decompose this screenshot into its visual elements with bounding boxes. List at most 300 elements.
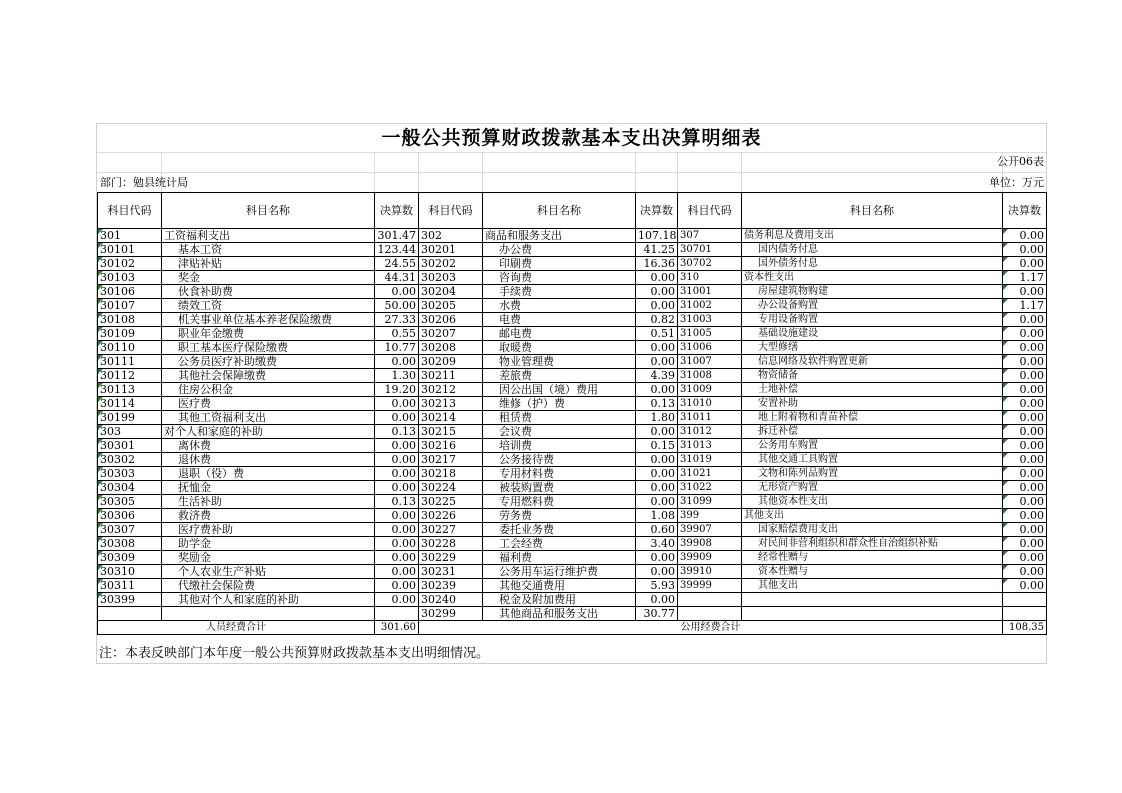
amount-cell: 0.00 <box>1003 257 1047 271</box>
subject-name-cell: 水费 <box>483 299 636 313</box>
header-row <box>98 193 1047 229</box>
amount-cell: 0.00 <box>375 593 419 607</box>
amount-cell: 0.00 <box>636 467 678 481</box>
amount-cell <box>1003 593 1047 607</box>
subject-name-cell: 基础设施建设 <box>742 327 1003 341</box>
amount-cell: 0.00 <box>1003 523 1047 537</box>
subject-code-cell: 30218 <box>419 467 483 481</box>
subject-code-cell: 30309 <box>98 551 162 565</box>
subject-code-cell: 30202 <box>419 257 483 271</box>
subject-name-cell: 税金及附加费用 <box>483 593 636 607</box>
subject-code-cell: 307 <box>678 229 742 243</box>
subject-name-cell: 对个人和家庭的补助 <box>162 425 375 439</box>
amount-cell: 0.00 <box>1003 495 1047 509</box>
table-row <box>98 285 1047 299</box>
subject-code-cell: 30112 <box>98 369 162 383</box>
subject-code-cell: 30307 <box>98 523 162 537</box>
subject-name-cell: 取暖费 <box>483 341 636 355</box>
subject-code-cell: 31003 <box>678 313 742 327</box>
subject-code-cell: 302 <box>419 229 483 243</box>
table-row <box>98 509 1047 523</box>
subject-name-cell: 公务用车购置 <box>742 439 1003 453</box>
amount-cell: 44.31 <box>375 271 419 285</box>
unit-label: 单位：万元 <box>989 176 1044 189</box>
amount-cell: 0.60 <box>636 523 678 537</box>
amount-cell: 0.00 <box>636 593 678 607</box>
subject-code-cell: 31006 <box>678 341 742 355</box>
table-row <box>98 257 1047 271</box>
amount-cell: 0.55 <box>375 327 419 341</box>
subject-code-cell: 30216 <box>419 439 483 453</box>
subject-name-cell: 专用材料费 <box>483 467 636 481</box>
subject-name-cell: 其他支出 <box>742 509 1003 523</box>
subject-name-cell: 公务员医疗补助缴费 <box>162 355 375 369</box>
amount-cell <box>1003 607 1047 621</box>
form-number: 公开06表 <box>997 155 1044 168</box>
subject-name-cell: 邮电费 <box>483 327 636 341</box>
subject-name-cell: 绩效工资 <box>162 299 375 313</box>
amount-cell: 1.30 <box>375 369 419 383</box>
subject-name-cell: 职工基本医疗保险缴费 <box>162 341 375 355</box>
subject-name-cell: 医疗费 <box>162 397 375 411</box>
amount-cell: 27.33 <box>375 313 419 327</box>
subject-code-cell <box>678 593 742 607</box>
spreadsheet-sheet <box>96 123 1047 664</box>
subject-name-cell: 机关事业单位基本养老保险缴费 <box>162 313 375 327</box>
table-row <box>98 523 1047 537</box>
subject-code-cell: 30299 <box>419 607 483 621</box>
column-header: 决算数 <box>1003 193 1047 229</box>
subject-name-cell: 退职（役）费 <box>162 467 375 481</box>
subject-code-cell: 31005 <box>678 327 742 341</box>
subject-code-cell: 301 <box>98 229 162 243</box>
amount-cell: 0.00 <box>375 537 419 551</box>
subject-code-cell: 30208 <box>419 341 483 355</box>
subject-code-cell: 30114 <box>98 397 162 411</box>
subject-name-cell: 物业管理费 <box>483 355 636 369</box>
amount-cell: 0.13 <box>375 425 419 439</box>
amount-cell: 301.47 <box>375 229 419 243</box>
column-header: 决算数 <box>636 193 678 229</box>
subject-code-cell: 30399 <box>98 593 162 607</box>
subject-code-cell: 30113 <box>98 383 162 397</box>
department-label: 部门：勉县统计局 <box>100 176 188 189</box>
amount-cell: 0.00 <box>375 453 419 467</box>
table-row <box>98 425 1047 439</box>
table-row <box>98 607 1047 621</box>
subject-name-cell: 拆迁补偿 <box>742 425 1003 439</box>
amount-cell: 0.00 <box>1003 509 1047 523</box>
subject-code-cell: 30111 <box>98 355 162 369</box>
subject-name-cell: 其他支出 <box>742 579 1003 593</box>
subject-name-cell: 安置补助 <box>742 397 1003 411</box>
amount-cell: 0.00 <box>636 341 678 355</box>
subject-name-cell: 物资储备 <box>742 369 1003 383</box>
subject-name-cell: 基本工资 <box>162 243 375 257</box>
subject-name-cell: 差旅费 <box>483 369 636 383</box>
subject-name-cell: 维修（护）费 <box>483 397 636 411</box>
amount-cell: 0.00 <box>1003 229 1047 243</box>
subject-code-cell: 39999 <box>678 579 742 593</box>
subject-name-cell: 被装购置费 <box>483 481 636 495</box>
table-row <box>98 537 1047 551</box>
table-row <box>98 369 1047 383</box>
amount-cell: 50.00 <box>375 299 419 313</box>
subject-code-cell: 30228 <box>419 537 483 551</box>
subject-name-cell: 工资福利支出 <box>162 229 375 243</box>
amount-cell: 0.00 <box>1003 383 1047 397</box>
subject-code-cell: 31009 <box>678 383 742 397</box>
table-row <box>98 439 1047 453</box>
subject-code-cell: 30217 <box>419 453 483 467</box>
subject-code-cell: 31011 <box>678 411 742 425</box>
subject-code-cell: 31010 <box>678 397 742 411</box>
amount-cell: 0.00 <box>1003 355 1047 369</box>
amount-cell: 0.00 <box>1003 341 1047 355</box>
subject-code-cell: 30109 <box>98 327 162 341</box>
subject-code-cell: 31013 <box>678 439 742 453</box>
subject-code-cell: 30213 <box>419 397 483 411</box>
column-header: 科目代码 <box>419 193 483 229</box>
column-header: 科目名称 <box>162 193 375 229</box>
subject-code-cell: 30206 <box>419 313 483 327</box>
table-row <box>98 313 1047 327</box>
public-total-label: 公用经费合计 <box>419 621 1003 635</box>
subject-code-cell: 30301 <box>98 439 162 453</box>
table-row <box>98 341 1047 355</box>
subject-name-cell: 职业年金缴费 <box>162 327 375 341</box>
subject-name-cell: 公务接待费 <box>483 453 636 467</box>
subject-name-cell: 手续费 <box>483 285 636 299</box>
subject-name-cell: 经常性赠与 <box>742 551 1003 565</box>
amount-cell: 1.80 <box>636 411 678 425</box>
subject-name-cell: 公务用车运行维护费 <box>483 565 636 579</box>
amount-cell: 0.00 <box>1003 425 1047 439</box>
subject-code-cell: 30205 <box>419 299 483 313</box>
subject-name-cell: 大型修缮 <box>742 341 1003 355</box>
subject-name-cell: 劳务费 <box>483 509 636 523</box>
subject-name-cell <box>742 607 1003 621</box>
subject-code-cell: 31007 <box>678 355 742 369</box>
amount-cell: 0.00 <box>636 299 678 313</box>
subject-name-cell: 福利费 <box>483 551 636 565</box>
subject-name-cell: 其他交通工具购置 <box>742 453 1003 467</box>
subject-name-cell: 奖金 <box>162 271 375 285</box>
page-title: 一般公共预算财政拨款基本支出决算明细表 <box>381 127 762 149</box>
subject-name-cell: 代缴社会保险费 <box>162 579 375 593</box>
personnel-total-label: 人员经费合计 <box>98 621 375 635</box>
subject-code-cell: 310 <box>678 271 742 285</box>
amount-cell: 0.00 <box>375 565 419 579</box>
subject-code-cell: 30199 <box>98 411 162 425</box>
subject-name-cell: 奖励金 <box>162 551 375 565</box>
amount-cell: 0.00 <box>1003 327 1047 341</box>
subject-name-cell: 国内债务付息 <box>742 243 1003 257</box>
subject-code-cell: 30239 <box>419 579 483 593</box>
table-row <box>98 327 1047 341</box>
amount-cell: 0.13 <box>636 397 678 411</box>
expenditure-table <box>97 192 1047 635</box>
subject-code-cell: 31021 <box>678 467 742 481</box>
subject-code-cell: 31022 <box>678 481 742 495</box>
subject-code-cell: 31012 <box>678 425 742 439</box>
amount-cell: 0.00 <box>1003 565 1047 579</box>
subject-code-cell: 30306 <box>98 509 162 523</box>
subject-code-cell: 30310 <box>98 565 162 579</box>
table-row <box>98 271 1047 285</box>
subject-code-cell: 30214 <box>419 411 483 425</box>
amount-cell: 0.00 <box>1003 537 1047 551</box>
amount-cell: 0.00 <box>375 397 419 411</box>
subject-name-cell: 助学金 <box>162 537 375 551</box>
amount-cell: 0.00 <box>375 551 419 565</box>
table-row <box>98 299 1047 313</box>
amount-cell: 0.00 <box>1003 439 1047 453</box>
amount-cell: 41.25 <box>636 243 678 257</box>
amount-cell: 1.17 <box>1003 271 1047 285</box>
subject-code-cell: 30108 <box>98 313 162 327</box>
subject-code-cell: 30308 <box>98 537 162 551</box>
amount-cell: 0.00 <box>1003 579 1047 593</box>
column-header: 科目名称 <box>742 193 1003 229</box>
column-header: 科目代码 <box>678 193 742 229</box>
subject-name-cell: 津贴补贴 <box>162 257 375 271</box>
amount-cell: 0.00 <box>636 495 678 509</box>
subject-code-cell: 31019 <box>678 453 742 467</box>
amount-cell: 0.13 <box>375 495 419 509</box>
amount-cell: 0.00 <box>636 453 678 467</box>
table-row <box>98 481 1047 495</box>
subject-code-cell: 303 <box>98 425 162 439</box>
subject-name-cell <box>742 593 1003 607</box>
subject-name-cell: 培训费 <box>483 439 636 453</box>
amount-cell: 107.18 <box>636 229 678 243</box>
table-row <box>98 411 1047 425</box>
subject-code-cell: 39907 <box>678 523 742 537</box>
subject-name-cell: 国外债务付息 <box>742 257 1003 271</box>
subject-name-cell: 其他对个人和家庭的补助 <box>162 593 375 607</box>
subject-name-cell: 离休费 <box>162 439 375 453</box>
amount-cell: 0.00 <box>1003 397 1047 411</box>
subject-name-cell: 住房公积金 <box>162 383 375 397</box>
amount-cell: 0.00 <box>1003 369 1047 383</box>
subject-code-cell: 30227 <box>419 523 483 537</box>
subject-name-cell: 退休费 <box>162 453 375 467</box>
subject-code-cell: 39910 <box>678 565 742 579</box>
subject-name-cell: 其他工资福利支出 <box>162 411 375 425</box>
subject-code-cell: 31099 <box>678 495 742 509</box>
table-row <box>98 467 1047 481</box>
subject-code-cell: 31008 <box>678 369 742 383</box>
subject-name-cell: 租赁费 <box>483 411 636 425</box>
table-row <box>98 453 1047 467</box>
table-row <box>98 551 1047 565</box>
table-row <box>98 355 1047 369</box>
subject-code-cell: 39908 <box>678 537 742 551</box>
subject-name-cell: 救济费 <box>162 509 375 523</box>
amount-cell: 0.00 <box>636 425 678 439</box>
subject-code-cell <box>678 607 742 621</box>
table-row <box>98 383 1047 397</box>
amount-cell: 0.00 <box>375 285 419 299</box>
subject-name-cell: 信息网络及软件购置更新 <box>742 355 1003 369</box>
column-header: 决算数 <box>375 193 419 229</box>
subject-code-cell: 30224 <box>419 481 483 495</box>
amount-cell: 19.20 <box>375 383 419 397</box>
subject-code-cell: 30302 <box>98 453 162 467</box>
amount-cell: 0.15 <box>636 439 678 453</box>
subject-name-cell: 伙食补助费 <box>162 285 375 299</box>
subject-name-cell: 咨询费 <box>483 271 636 285</box>
amount-cell: 0.00 <box>1003 453 1047 467</box>
table-row <box>98 495 1047 509</box>
subject-code-cell: 30203 <box>419 271 483 285</box>
footnote: 注：本表反映部门本年度一般公共预算财政拨款基本支出明细情况。 <box>99 646 490 661</box>
amount-cell: 4.39 <box>636 369 678 383</box>
amount-cell: 0.00 <box>1003 313 1047 327</box>
amount-cell: 0.00 <box>1003 243 1047 257</box>
amount-cell: 0.00 <box>636 551 678 565</box>
subject-code-cell: 30204 <box>419 285 483 299</box>
subject-code-cell: 30304 <box>98 481 162 495</box>
subject-name-cell: 委托业务费 <box>483 523 636 537</box>
amount-cell: 0.00 <box>375 439 419 453</box>
amount-cell: 16.36 <box>636 257 678 271</box>
subject-code-cell: 30303 <box>98 467 162 481</box>
amount-cell <box>375 607 419 621</box>
amount-cell: 0.00 <box>636 271 678 285</box>
table-row <box>98 397 1047 411</box>
amount-cell: 0.51 <box>636 327 678 341</box>
amount-cell: 0.00 <box>636 285 678 299</box>
subject-code-cell: 30110 <box>98 341 162 355</box>
amount-cell: 24.55 <box>375 257 419 271</box>
table-row <box>98 593 1047 607</box>
amount-cell: 0.00 <box>375 355 419 369</box>
table-row <box>98 565 1047 579</box>
subject-code-cell: 30101 <box>98 243 162 257</box>
amount-cell: 0.00 <box>636 565 678 579</box>
subject-code-cell: 30201 <box>419 243 483 257</box>
subject-name-cell: 地上附着物和青苗补偿 <box>742 411 1003 425</box>
subject-code-cell: 30207 <box>419 327 483 341</box>
subject-name-cell: 工会经费 <box>483 537 636 551</box>
subject-code-cell: 30215 <box>419 425 483 439</box>
totals-row <box>98 621 1047 635</box>
table-row <box>98 229 1047 243</box>
amount-cell: 30.77 <box>636 607 678 621</box>
subject-code-cell: 30229 <box>419 551 483 565</box>
public-total-value: 108.35 <box>1003 621 1047 635</box>
amount-cell: 3.40 <box>636 537 678 551</box>
subject-name-cell: 国家赔偿费用支出 <box>742 523 1003 537</box>
subject-name-cell: 印刷费 <box>483 257 636 271</box>
personnel-total-value: 301.60 <box>375 621 419 635</box>
amount-cell: 0.82 <box>636 313 678 327</box>
subject-name-cell <box>162 607 375 621</box>
amount-cell: 0.00 <box>1003 551 1047 565</box>
subject-code-cell: 30211 <box>419 369 483 383</box>
subject-name-cell: 生活补助 <box>162 495 375 509</box>
amount-cell: 10.77 <box>375 341 419 355</box>
subject-code-cell: 30305 <box>98 495 162 509</box>
amount-cell: 0.00 <box>1003 411 1047 425</box>
subject-code-cell: 399 <box>678 509 742 523</box>
subject-name-cell: 专用燃料费 <box>483 495 636 509</box>
amount-cell: 0.00 <box>1003 285 1047 299</box>
subject-name-cell: 因公出国（境）费用 <box>483 383 636 397</box>
subject-code-cell: 30212 <box>419 383 483 397</box>
amount-cell: 0.00 <box>1003 467 1047 481</box>
column-header: 科目名称 <box>483 193 636 229</box>
amount-cell: 0.00 <box>636 383 678 397</box>
subject-code-cell: 30209 <box>419 355 483 369</box>
table-row <box>98 243 1047 257</box>
subject-name-cell: 对民间非营利组织和群众性自治组织补贴 <box>742 537 1003 551</box>
subject-name-cell: 抚恤金 <box>162 481 375 495</box>
amount-cell: 0.00 <box>375 509 419 523</box>
amount-cell: 1.08 <box>636 509 678 523</box>
subject-name-cell: 资本性支出 <box>742 271 1003 285</box>
subject-code-cell: 30106 <box>98 285 162 299</box>
subject-name-cell: 资本性赠与 <box>742 565 1003 579</box>
subject-name-cell: 办公费 <box>483 243 636 257</box>
subject-code-cell: 39909 <box>678 551 742 565</box>
subject-code-cell <box>98 607 162 621</box>
subject-name-cell: 商品和服务支出 <box>483 229 636 243</box>
subject-name-cell: 无形资产购置 <box>742 481 1003 495</box>
amount-cell: 0.00 <box>375 411 419 425</box>
amount-cell: 123.44 <box>375 243 419 257</box>
amount-cell: 1.17 <box>1003 299 1047 313</box>
subject-name-cell: 土地补偿 <box>742 383 1003 397</box>
subject-name-cell: 债务利息及费用支出 <box>742 229 1003 243</box>
subject-name-cell: 其他社会保障缴费 <box>162 369 375 383</box>
subject-name-cell: 文物和陈列品购置 <box>742 467 1003 481</box>
subject-name-cell: 办公设备购置 <box>742 299 1003 313</box>
amount-cell: 0.00 <box>375 467 419 481</box>
subject-name-cell: 其他商品和服务支出 <box>483 607 636 621</box>
subject-name-cell: 会议费 <box>483 425 636 439</box>
subject-code-cell: 30225 <box>419 495 483 509</box>
column-header: 科目代码 <box>98 193 162 229</box>
subject-name-cell: 专用设备购置 <box>742 313 1003 327</box>
subject-name-cell: 其他资本性支出 <box>742 495 1003 509</box>
subject-name-cell: 其他交通费用 <box>483 579 636 593</box>
subject-code-cell: 30103 <box>98 271 162 285</box>
subject-code-cell: 31001 <box>678 285 742 299</box>
subject-code-cell: 30226 <box>419 509 483 523</box>
subject-name-cell: 个人农业生产补贴 <box>162 565 375 579</box>
subject-code-cell: 30311 <box>98 579 162 593</box>
table-row <box>98 579 1047 593</box>
subject-code-cell: 30701 <box>678 243 742 257</box>
subject-name-cell: 医疗费补助 <box>162 523 375 537</box>
amount-cell: 0.00 <box>636 355 678 369</box>
subject-code-cell: 30702 <box>678 257 742 271</box>
subject-code-cell: 30102 <box>98 257 162 271</box>
subject-code-cell: 31002 <box>678 299 742 313</box>
amount-cell: 0.00 <box>375 579 419 593</box>
amount-cell: 0.00 <box>1003 481 1047 495</box>
subject-code-cell: 30231 <box>419 565 483 579</box>
amount-cell: 0.00 <box>636 481 678 495</box>
subject-code-cell: 30240 <box>419 593 483 607</box>
subject-code-cell: 30107 <box>98 299 162 313</box>
subject-name-cell: 房屋建筑物购建 <box>742 285 1003 299</box>
amount-cell: 0.00 <box>375 481 419 495</box>
amount-cell: 5.93 <box>636 579 678 593</box>
